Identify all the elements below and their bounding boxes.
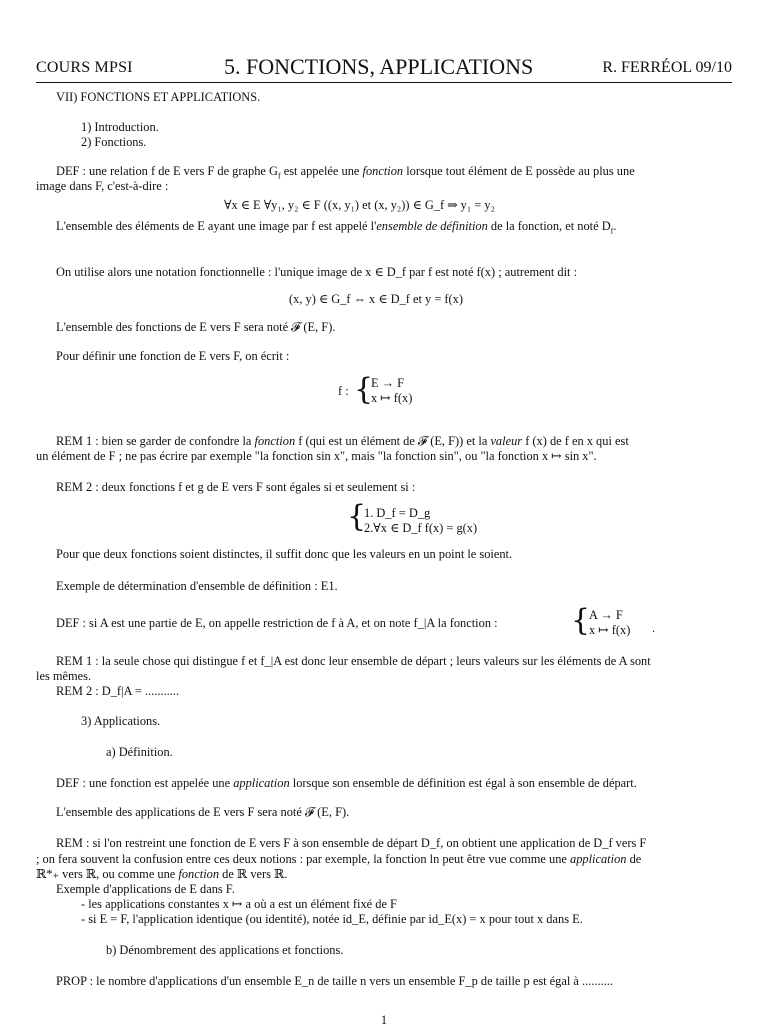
counting-title: b) Dénombrement des applications et fonctions. xyxy=(106,943,344,957)
brace-symbol: { xyxy=(354,372,374,407)
rem-application-line1: REM : si l'on restreint une fonction de E vers F à son ensemble de départ D_f, on obtient une application de D_f vers F xyxy=(56,836,647,850)
rem1-line2: un élément de F ; ne pas écrire par exemple "la fonction sin x", mais "la fonction sin", ou "la fonction x ↦ sin x". xyxy=(36,449,597,463)
rem-application-line3: ℝ*₊ vers ℝ, ou comme une fonction de ℝ vers ℝ. xyxy=(36,867,288,881)
page-number: 1 xyxy=(380,1013,388,1027)
applications-title: 3) Applications. xyxy=(81,714,161,728)
restriction-mapping: A → F x ↦ f(x) xyxy=(589,608,631,637)
def-restriction-line: DEF : si A est une partie de E, on appelle restriction de f à A, et on note f_|A la fonction : xyxy=(56,616,498,630)
distinct-functions-line: Pour que deux fonctions soient distinctes, il suffit donc que les valeurs en un point le soient. xyxy=(56,547,513,561)
example-domain-line: Exemple de détermination d'ensemble de définition : E1. xyxy=(56,579,338,593)
rem-restriction-line3: REM 2 : D_f|A = ........... xyxy=(56,684,180,698)
rem-restriction-line2: les mêmes. xyxy=(36,669,92,683)
notation-line: On utilise alors une notation fonctionnelle : l'unique image de x ∈ D_f par f est noté f(x) ; autrement dit : xyxy=(56,265,578,279)
toc-item-introduction: 1) Introduction. xyxy=(81,120,159,134)
examples-title: Exemple d'applications de E dans F. xyxy=(56,882,235,896)
section-title: VII) FONCTIONS ET APPLICATIONS. xyxy=(56,90,261,104)
def-fonction-formula: ∀x ∈ E ∀y₁, y₂ ∈ F ((x, y₁) et (x, y₂)) ∈ G_f ⇒ y₁ = y₂ xyxy=(224,198,495,212)
define-function-line: Pour définir une fonction de E vers F, on écrit : xyxy=(56,349,290,363)
set-of-applications-line: L'ensemble des applications de E vers F sera noté 𝓕 (E, F). xyxy=(56,805,350,819)
def-fonction-line1: DEF : une relation f de E vers F de graphe $G_f$ est appelée une fonction lorsque tout élément de E possède au plus une xyxy=(56,164,635,181)
brace-symbol: { xyxy=(571,603,591,638)
brace-symbol: { xyxy=(347,499,367,534)
notation-formula: (x, y) ∈ G_f ⇔ x ∈ D_f et y = f(x) xyxy=(289,292,463,306)
applications-definition-title: a) Définition. xyxy=(106,745,173,759)
def-fonction-line2: image dans F, c'est-à-dire : xyxy=(36,179,169,193)
author-date: R. FERRÉOL 09/10 xyxy=(602,59,732,76)
set-of-functions-line: L'ensemble des fonctions de E vers F sera noté 𝓕 (E, F). xyxy=(56,320,336,334)
equality-conditions: 1. D_f = D_g 2.∀x ∈ D_f f(x) = g(x) xyxy=(364,506,478,535)
rem-application-line2: ; on fera souvent la confusion entre ces deux notions : par exemple, la fonction ln peut être vue comme une application de xyxy=(36,852,642,866)
restriction-dot: . xyxy=(652,621,656,635)
def-application-line: DEF : une fonction est appelée une application lorsque son ensemble de définition est égal à son ensemble de départ. xyxy=(56,776,637,790)
def-ensemble-definition: L'ensemble des éléments de E ayant une image par f est appelé l'ensemble de définition de la fonction, et noté $D_f$. xyxy=(56,219,617,236)
rem2-line: REM 2 : deux fonctions f et g de E vers F sont égales si et seulement si : xyxy=(56,480,416,494)
f-label: f : xyxy=(338,384,349,398)
header-rule xyxy=(36,82,732,83)
prop-counting-line: PROP : le nombre d'applications d'un ensemble E_n de taille n vers un ensemble F_p de taille p est égal à .......... xyxy=(56,974,613,988)
example-constant: - les applications constantes x ↦ a où a est un élément fixé de F xyxy=(81,897,397,911)
toc-item-fonctions: 2) Fonctions. xyxy=(81,135,147,149)
page-header xyxy=(36,56,732,80)
function-mapping: E → F x ↦ f(x) xyxy=(371,376,413,405)
rem1-line1: REM 1 : bien se garder de confondre la fonction f (qui est un élément de 𝓕 (E, F)) et la valeur f (x) de f en x qui est xyxy=(56,434,629,448)
rem-restriction-line1: REM 1 : la seule chose qui distingue f et f_|A est donc leur ensemble de départ ; leurs valeurs sur les éléments de A sont xyxy=(56,654,651,668)
example-identity: - si E = F, l'application identique (ou identité), notée id_E, définie par id_E(x) = x pour tout x dans E. xyxy=(81,912,583,926)
course-label: COURS MPSI xyxy=(36,59,133,76)
chapter-title: 5. FONCTIONS, APPLICATIONS xyxy=(224,54,534,79)
